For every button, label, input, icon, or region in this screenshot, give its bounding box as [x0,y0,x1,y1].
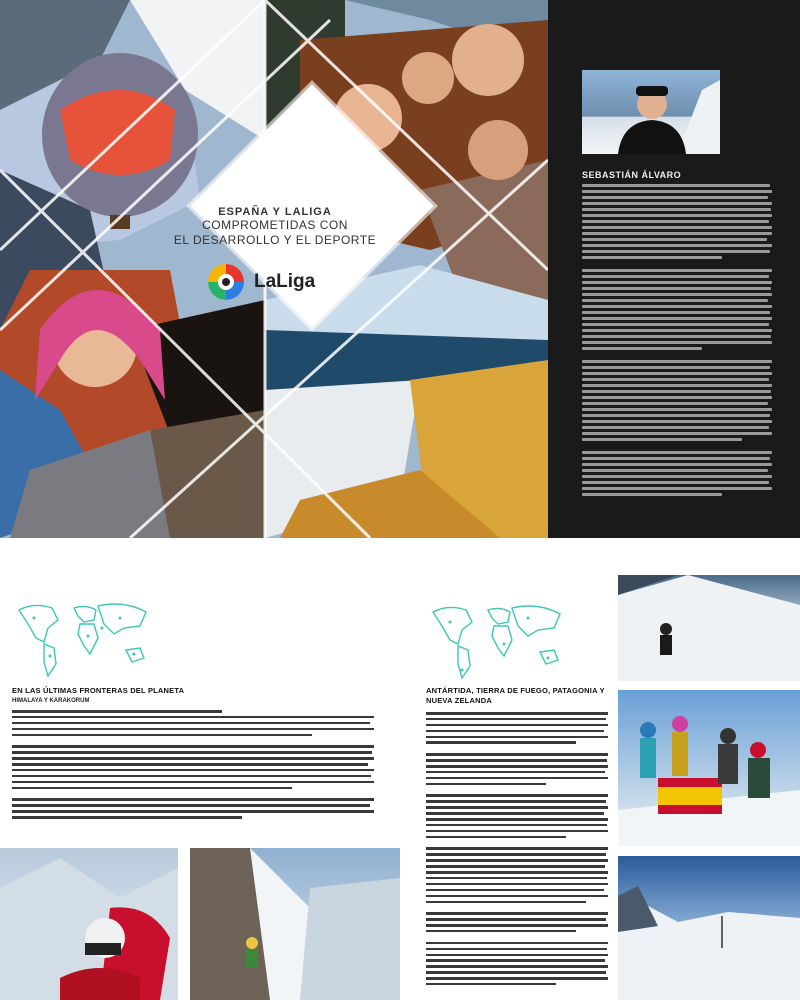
photo-climber-summit-ridge [618,575,800,681]
photo-huskies [150,410,265,538]
title-line-3: EL DESARROLLO Y EL DEPORTE [173,233,377,247]
right-section-heading [426,686,612,706]
collage-title [150,206,400,248]
author-bio-text [582,184,772,499]
left-section-subheading: HIMALAYA Y KARAKORUM [12,698,90,704]
photo-antarctic-plain [618,856,800,1000]
left-body-text [12,710,374,822]
laliga-logo [206,262,315,302]
laliga-wordmark: LaLiga [254,271,316,292]
laliga-ball-icon [206,262,246,302]
title-line-2: COMPROMETIDAS CON [202,218,348,232]
world-map-icon [14,598,154,680]
right-heading-line-1: ANTÁRTIDA, TIERRA DE FUEGO, PATAGONIA Y [426,686,605,695]
child-face [402,52,454,104]
right-body-text [426,712,608,989]
child-face [468,120,528,180]
title-line-1: ESPAÑA Y LALIGA [218,206,332,218]
world-map-icon [428,600,568,682]
author-photo [582,70,720,154]
collage-panel [0,0,548,538]
left-section-heading: EN LAS ÚLTIMAS FRONTERAS DEL PLANETA [12,686,185,695]
author-name: SEBASTIÁN ÁLVARO [582,170,682,180]
photo-climber-helmet [0,848,178,1000]
right-heading-line-2: NUEVA ZELANDA [426,696,492,705]
photo-team-spanish-flag [618,690,800,846]
photo-climber-ridge [190,848,400,1000]
child-face [452,24,524,96]
